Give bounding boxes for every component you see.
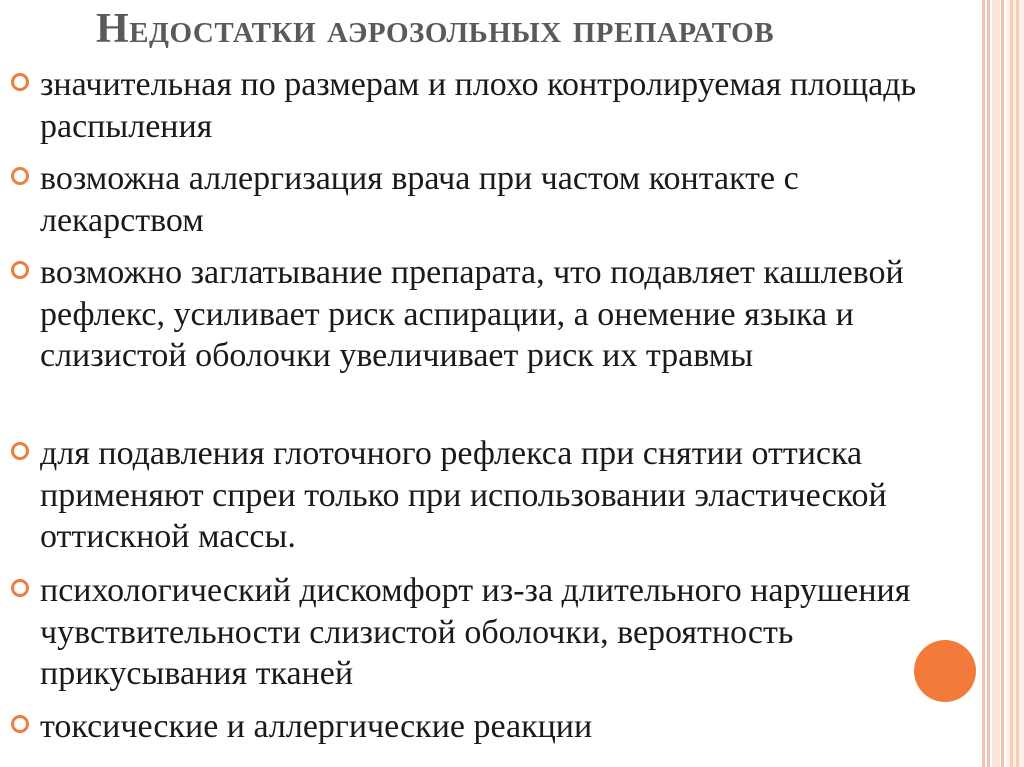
decorative-stripe <box>1006 0 1024 767</box>
ring-bullet-icon <box>11 715 29 733</box>
bullet-item <box>40 64 940 147</box>
bullet-text: значительная по размерам и плохо контролируемая площадь распыления <box>40 66 917 145</box>
ring-bullet-icon <box>11 261 29 279</box>
ring-bullet-icon <box>11 579 29 597</box>
orange-circle-decoration <box>914 640 976 702</box>
ring-bullet-icon <box>11 73 29 91</box>
bullet-item <box>40 570 940 695</box>
bullet-item <box>40 706 940 748</box>
decorative-stripe <box>1010 0 1013 767</box>
bullet-text: токсические и аллергические реакции <box>40 708 593 745</box>
bullet-text: возможно заглатывание препарата, что подавляет кашлевой рефлекс, усиливает риск аспирации, а онемение языка и слизистой оболочки увеличивает риск их травмы <box>40 254 904 374</box>
decorative-stripe <box>1016 0 1019 767</box>
bullet-item <box>40 433 940 558</box>
slide-title: Недостатки аэрозольных препаратов <box>96 6 775 52</box>
decorative-stripe <box>982 0 985 767</box>
ring-bullet-icon <box>11 442 29 460</box>
bullet-text: для подавления глоточного рефлекса при снятии оттиска применяют спреи только при использовании эластической оттискной массы. <box>40 435 887 555</box>
decorative-stripe <box>1001 0 1004 767</box>
decorative-stripe <box>987 0 990 767</box>
bullet-item <box>40 158 940 241</box>
bullet-item <box>40 252 940 377</box>
bullet-text: возможна аллергизация врача при частом контакте с лекарством <box>40 160 799 239</box>
ring-bullet-icon <box>11 167 29 185</box>
bullet-text: психологический дискомфорт из-за длительного нарушения чувствительности слизистой оболочки, вероятность прикусывания тканей <box>40 572 911 692</box>
decorative-stripe <box>992 0 1000 767</box>
